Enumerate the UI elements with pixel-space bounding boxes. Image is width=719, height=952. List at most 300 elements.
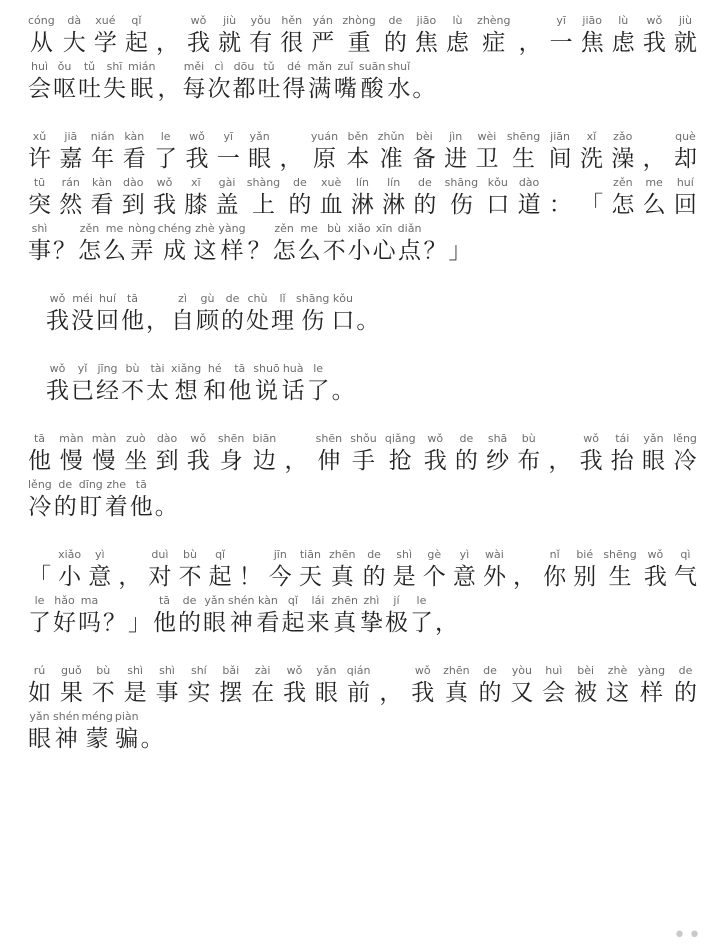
character-unit	[398, 222, 422, 266]
hanzi-character: 我	[153, 192, 176, 218]
hanzi-character: 经	[96, 378, 119, 404]
hanzi-character: 么	[642, 192, 666, 218]
hanzi-character: 眼	[641, 448, 665, 474]
hanzi-character: 是	[123, 680, 147, 706]
character-unit	[28, 60, 51, 104]
character-unit	[257, 60, 280, 104]
hanzi-character: 真	[333, 610, 357, 636]
character-unit	[549, 130, 572, 174]
punctuation-unit	[103, 594, 126, 638]
hanzi-character: 弄	[130, 238, 154, 264]
punctuation-unit	[128, 594, 151, 638]
pinyin-label: nián	[90, 130, 115, 143]
hanzi-character: 的	[362, 564, 386, 590]
hanzi-character: 这	[606, 680, 630, 706]
hanzi-character: 的	[454, 448, 478, 474]
character-unit	[329, 548, 356, 592]
pinyin-label: de	[483, 664, 497, 677]
character-unit	[71, 292, 94, 336]
character-unit	[315, 664, 338, 708]
character-unit	[674, 548, 697, 592]
text-line	[28, 222, 699, 266]
character-unit	[91, 176, 114, 220]
pinyin-label: lěng	[673, 432, 697, 445]
page-corner-mark: ••	[673, 923, 703, 948]
character-unit	[423, 548, 446, 592]
character-unit	[148, 548, 171, 592]
character-unit	[298, 222, 321, 266]
pinyin-label: tā	[234, 362, 246, 375]
hanzi-character: ？	[53, 238, 76, 264]
hanzi-character: 嘴	[333, 76, 357, 102]
pinyin-label: diǎn	[397, 222, 422, 235]
pinyin-label: shā	[487, 432, 508, 445]
pinyin-label: hé	[207, 362, 222, 375]
punctuation-unit	[332, 362, 355, 406]
hanzi-character: 他	[28, 448, 51, 474]
pinyin-label: yǎn	[29, 710, 50, 723]
pinyin-label: zì	[178, 292, 187, 305]
character-unit	[385, 594, 408, 638]
hanzi-character: 卫	[475, 146, 499, 172]
hanzi-character: 的	[478, 680, 502, 706]
hanzi-character: 和	[203, 378, 227, 404]
pinyin-label: lín	[387, 176, 401, 189]
character-unit	[187, 14, 210, 58]
hanzi-character: 症	[482, 30, 506, 56]
character-unit	[103, 222, 126, 266]
pinyin-label: hěn	[281, 14, 303, 27]
hanzi-character: 我	[185, 146, 209, 172]
character-unit	[253, 432, 277, 476]
text-line	[28, 432, 699, 476]
paragraph	[28, 548, 699, 638]
pinyin-label: le	[160, 130, 171, 143]
punctuation-unit	[412, 60, 435, 104]
character-unit	[28, 130, 51, 174]
pinyin-label: nòng	[128, 222, 156, 235]
character-unit	[542, 664, 565, 708]
pinyin-label: kàn	[258, 594, 278, 607]
character-unit	[28, 478, 52, 522]
hanzi-character: 慢	[92, 448, 116, 474]
hanzi-character: 吐	[257, 76, 281, 102]
character-unit	[638, 664, 665, 708]
hanzi-character: 事	[28, 238, 51, 264]
hanzi-character: 我	[579, 448, 603, 474]
character-unit	[348, 222, 371, 266]
character-unit	[387, 60, 410, 104]
punctuation-unit	[448, 222, 471, 266]
character-unit	[53, 60, 76, 104]
hanzi-character: 我	[643, 564, 667, 590]
hanzi-character: ，	[279, 146, 303, 172]
hanzi-character: 冷	[673, 448, 697, 474]
hanzi-character: 的	[178, 610, 201, 636]
pinyin-label: gài	[218, 176, 236, 189]
pinyin-label: zhè	[607, 664, 628, 677]
pinyin-label: lěng	[28, 478, 52, 491]
hanzi-character: 满	[308, 76, 332, 102]
character-unit	[280, 14, 303, 58]
hanzi-character: 到	[121, 192, 145, 218]
character-unit	[486, 176, 509, 220]
pinyin-label: zhòng	[342, 14, 376, 27]
hanzi-character: 酸	[360, 76, 384, 102]
character-unit	[178, 594, 201, 638]
pinyin-label: gù	[200, 292, 215, 305]
character-unit	[273, 222, 296, 266]
pinyin-label: me	[645, 176, 663, 189]
pinyin-label: huì	[545, 664, 563, 677]
hanzi-character: 回	[673, 192, 697, 218]
pinyin-label: tài	[150, 362, 165, 375]
character-unit	[96, 292, 119, 336]
character-unit	[130, 478, 153, 522]
hanzi-character: ？	[103, 610, 126, 636]
character-unit	[351, 176, 374, 220]
character-unit	[193, 222, 216, 266]
hanzi-character: 外	[482, 564, 506, 590]
pinyin-label: tā	[135, 478, 147, 491]
character-unit	[453, 548, 476, 592]
character-unit	[543, 548, 566, 592]
character-unit	[281, 594, 304, 638]
character-unit	[444, 130, 467, 174]
hanzi-character: 好	[53, 610, 76, 636]
character-unit	[611, 176, 634, 220]
pinyin-label: de	[418, 176, 432, 189]
character-unit	[311, 14, 334, 58]
pinyin-label: jiān	[550, 130, 570, 143]
character-unit	[550, 14, 573, 58]
pinyin-label: màn	[91, 432, 117, 445]
hanzi-character: 。	[140, 726, 164, 752]
hanzi-character: 我	[186, 448, 210, 474]
pinyin-label: wǒ	[156, 176, 173, 189]
pinyin-label: shēng	[506, 130, 541, 143]
punctuation-unit	[146, 292, 169, 336]
character-unit	[581, 14, 604, 58]
character-unit	[78, 222, 101, 266]
character-unit	[232, 60, 255, 104]
hanzi-character: ，	[434, 610, 458, 636]
pinyin-label: zài	[254, 664, 271, 677]
pinyin-label: de	[182, 594, 197, 607]
character-unit	[253, 362, 279, 406]
character-unit	[228, 594, 254, 638]
hanzi-character: 生	[512, 146, 536, 172]
hanzi-character: 不	[178, 564, 202, 590]
hanzi-character: 一	[216, 146, 240, 172]
paragraph	[28, 14, 699, 104]
hanzi-character: 话	[281, 378, 305, 404]
hanzi-character: 身	[219, 448, 243, 474]
text-line	[28, 478, 699, 522]
character-unit	[249, 14, 272, 58]
character-unit	[121, 292, 144, 336]
pinyin-label: yǎn	[204, 594, 225, 607]
hanzi-character: 事	[155, 680, 179, 706]
pinyin-label: xǐ	[586, 130, 597, 143]
character-unit	[331, 594, 358, 638]
hanzi-character: 如	[28, 680, 51, 706]
text-line	[28, 710, 699, 754]
hanzi-character: 大	[62, 30, 86, 56]
character-unit	[363, 548, 386, 592]
character-unit	[128, 60, 155, 104]
character-unit	[307, 60, 331, 104]
hanzi-character: 已	[71, 378, 94, 404]
hanzi-character: 准	[379, 146, 403, 172]
pinyin-label: dào	[518, 176, 540, 189]
character-unit	[256, 594, 279, 638]
character-unit	[299, 548, 322, 592]
character-unit	[580, 432, 603, 476]
hanzi-character: 的	[221, 308, 244, 334]
pinyin-label: bù	[183, 548, 197, 561]
pinyin-label: qǐ	[215, 548, 226, 561]
pinyin-label: tái	[615, 432, 630, 445]
character-unit	[216, 176, 239, 220]
hanzi-character: 真	[330, 564, 354, 590]
character-unit	[644, 548, 667, 592]
pinyin-label: jīn	[273, 548, 287, 561]
character-unit	[443, 664, 470, 708]
hanzi-character: 说	[254, 378, 278, 404]
text-line	[28, 176, 699, 220]
hanzi-character: ：	[548, 192, 572, 218]
character-unit	[642, 432, 665, 476]
pinyin-label: zhè	[195, 222, 215, 235]
character-unit	[124, 664, 147, 708]
character-unit	[91, 130, 115, 174]
hanzi-character: 都	[232, 76, 256, 102]
pinyin-label: le	[416, 594, 427, 607]
character-unit	[282, 60, 305, 104]
pinyin-label: dé	[287, 60, 301, 73]
pinyin-label: shuō	[253, 362, 280, 375]
hanzi-character: ？	[423, 238, 447, 264]
pinyin-label: de	[459, 432, 474, 445]
hanzi-character: 样	[640, 680, 663, 706]
punctuation-unit	[519, 14, 542, 58]
character-unit	[580, 130, 603, 174]
hanzi-character: ，	[118, 564, 142, 590]
hanzi-character: 眼	[314, 680, 338, 706]
character-unit	[486, 432, 509, 476]
hanzi-character: 怎	[611, 192, 635, 218]
pinyin-label: biān	[252, 432, 277, 445]
pinyin-label: hǎo	[54, 594, 75, 607]
hanzi-character: 我	[187, 30, 211, 56]
pinyin-label: dōu	[233, 60, 255, 73]
punctuation-unit	[379, 664, 402, 708]
character-unit	[59, 176, 82, 220]
character-unit	[28, 222, 51, 266]
hanzi-character: 神	[229, 610, 253, 636]
pinyin-label: zhēn	[443, 664, 470, 677]
character-unit	[153, 594, 176, 638]
pinyin-label: yǎn	[316, 664, 337, 677]
hanzi-character: 我	[423, 448, 447, 474]
hanzi-character: 吐	[78, 76, 101, 102]
pinyin-label: mián	[128, 60, 156, 73]
character-unit	[674, 14, 697, 58]
character-unit	[78, 60, 101, 104]
character-unit	[92, 664, 115, 708]
pinyin-label: jí	[393, 594, 400, 607]
hanzi-character: 么	[103, 238, 126, 264]
paragraph	[28, 362, 699, 406]
pinyin-label: tū	[33, 176, 46, 189]
hanzi-character: 没	[71, 308, 94, 334]
pinyin-label: de	[678, 664, 693, 677]
hanzi-character: 看	[90, 192, 114, 218]
hanzi-character: 本	[346, 146, 370, 172]
hanzi-character: 我	[283, 680, 306, 706]
hanzi-character: ，	[518, 30, 542, 56]
hanzi-character: 「	[580, 192, 604, 218]
hanzi-character: 学	[93, 30, 117, 56]
hanzi-character: 理	[271, 308, 294, 334]
character-unit	[674, 664, 697, 708]
character-unit	[94, 14, 117, 58]
hanzi-character: 他	[153, 610, 176, 636]
pinyin-label: dào	[123, 176, 144, 189]
character-unit	[612, 14, 635, 58]
pinyin-label: shàng	[246, 176, 281, 189]
pinyin-label: dào	[156, 432, 178, 445]
character-unit	[271, 292, 294, 336]
character-unit	[207, 60, 230, 104]
hanzi-character: 太	[146, 378, 169, 404]
pinyin-label: gè	[427, 548, 442, 561]
character-unit	[334, 60, 357, 104]
character-unit	[217, 130, 240, 174]
pinyin-label: nǐ	[549, 548, 560, 561]
pinyin-label: de	[388, 14, 403, 27]
pinyin-label: yǒu	[250, 14, 271, 27]
character-unit	[59, 130, 82, 174]
hanzi-character: 焦	[414, 30, 438, 56]
character-unit	[128, 222, 156, 266]
pinyin-label: me	[300, 222, 318, 235]
pinyin-label: de	[367, 548, 381, 561]
pinyin-label: zhèng	[477, 14, 511, 27]
pinyin-label: wǒ	[646, 14, 663, 27]
pinyin-label: què	[675, 130, 696, 143]
pinyin-label: shì	[127, 664, 143, 677]
character-unit	[282, 362, 305, 406]
character-unit	[415, 14, 438, 58]
hanzi-character: 了	[306, 378, 330, 404]
hanzi-character: 盖	[215, 192, 239, 218]
hanzi-character: 个	[422, 564, 446, 590]
hanzi-character: 实	[187, 680, 211, 706]
hanzi-character: 小	[58, 564, 82, 590]
pinyin-label: wèi	[477, 130, 497, 143]
pinyin-label: tiān	[299, 548, 321, 561]
character-unit	[184, 176, 207, 220]
hanzi-character: 布	[517, 448, 541, 474]
hanzi-character: 摆	[219, 680, 243, 706]
paragraph	[28, 664, 699, 754]
punctuation-unit	[513, 548, 536, 592]
hanzi-character: 焦	[580, 30, 604, 56]
character-unit	[115, 710, 139, 754]
pinyin-label: shāng	[444, 176, 479, 189]
hanzi-character: 被	[574, 680, 598, 706]
hanzi-character: 冷	[28, 494, 52, 520]
pinyin-label: qiǎng	[384, 432, 416, 445]
pinyin-label: jiāo	[582, 14, 602, 27]
pinyin-label: zhēn	[331, 594, 358, 607]
hanzi-character: ？	[247, 238, 271, 264]
pinyin-label: zěn	[613, 176, 633, 189]
pinyin-label: yì	[94, 548, 105, 561]
character-unit	[413, 130, 436, 174]
pinyin-label: cì	[214, 60, 224, 73]
pinyin-label: yì	[459, 548, 470, 561]
hanzi-character: 道	[517, 192, 541, 218]
hanzi-character: 天	[298, 564, 322, 590]
punctuation-unit	[28, 548, 51, 592]
pinyin-label: méng	[81, 710, 113, 723]
hanzi-character: 真	[444, 680, 468, 706]
hanzi-character: 抬	[610, 448, 634, 474]
character-unit	[347, 664, 371, 708]
character-unit	[78, 594, 101, 638]
character-unit	[146, 362, 169, 406]
character-unit	[483, 548, 506, 592]
character-unit	[413, 176, 436, 220]
pinyin-label: wǒ	[286, 664, 303, 677]
character-unit	[283, 664, 306, 708]
hanzi-character: 然	[59, 192, 83, 218]
character-unit	[603, 548, 636, 592]
pinyin-label: xǔ	[32, 130, 47, 143]
character-unit	[71, 362, 94, 406]
hanzi-character: 不	[121, 378, 144, 404]
pinyin-label: zěn	[274, 222, 294, 235]
hanzi-character: 到	[155, 448, 179, 474]
character-unit	[124, 432, 147, 476]
character-unit	[360, 594, 383, 638]
character-unit	[46, 292, 69, 336]
hanzi-character: ，	[155, 30, 179, 56]
text-line	[28, 664, 699, 708]
hanzi-character: 我	[46, 378, 69, 404]
pinyin-label: měi	[183, 60, 205, 73]
character-unit	[510, 664, 533, 708]
hanzi-character: 。	[412, 76, 436, 102]
pinyin-label: lǐ	[279, 292, 286, 305]
character-unit	[643, 14, 666, 58]
character-unit	[88, 548, 111, 592]
character-unit	[92, 432, 116, 476]
pinyin-label: shāng	[296, 292, 330, 305]
pinyin-label: yàng	[637, 664, 666, 677]
character-unit	[59, 432, 83, 476]
hanzi-character: 洗	[579, 146, 603, 172]
pinyin-label: tǔ	[263, 60, 275, 73]
hanzi-character: 我	[411, 680, 435, 706]
hanzi-character: ，	[146, 308, 169, 334]
pinyin-label: yòu	[511, 664, 532, 677]
pinyin-label: cóng	[28, 14, 55, 27]
pinyin-label: shuǐ	[387, 60, 411, 73]
